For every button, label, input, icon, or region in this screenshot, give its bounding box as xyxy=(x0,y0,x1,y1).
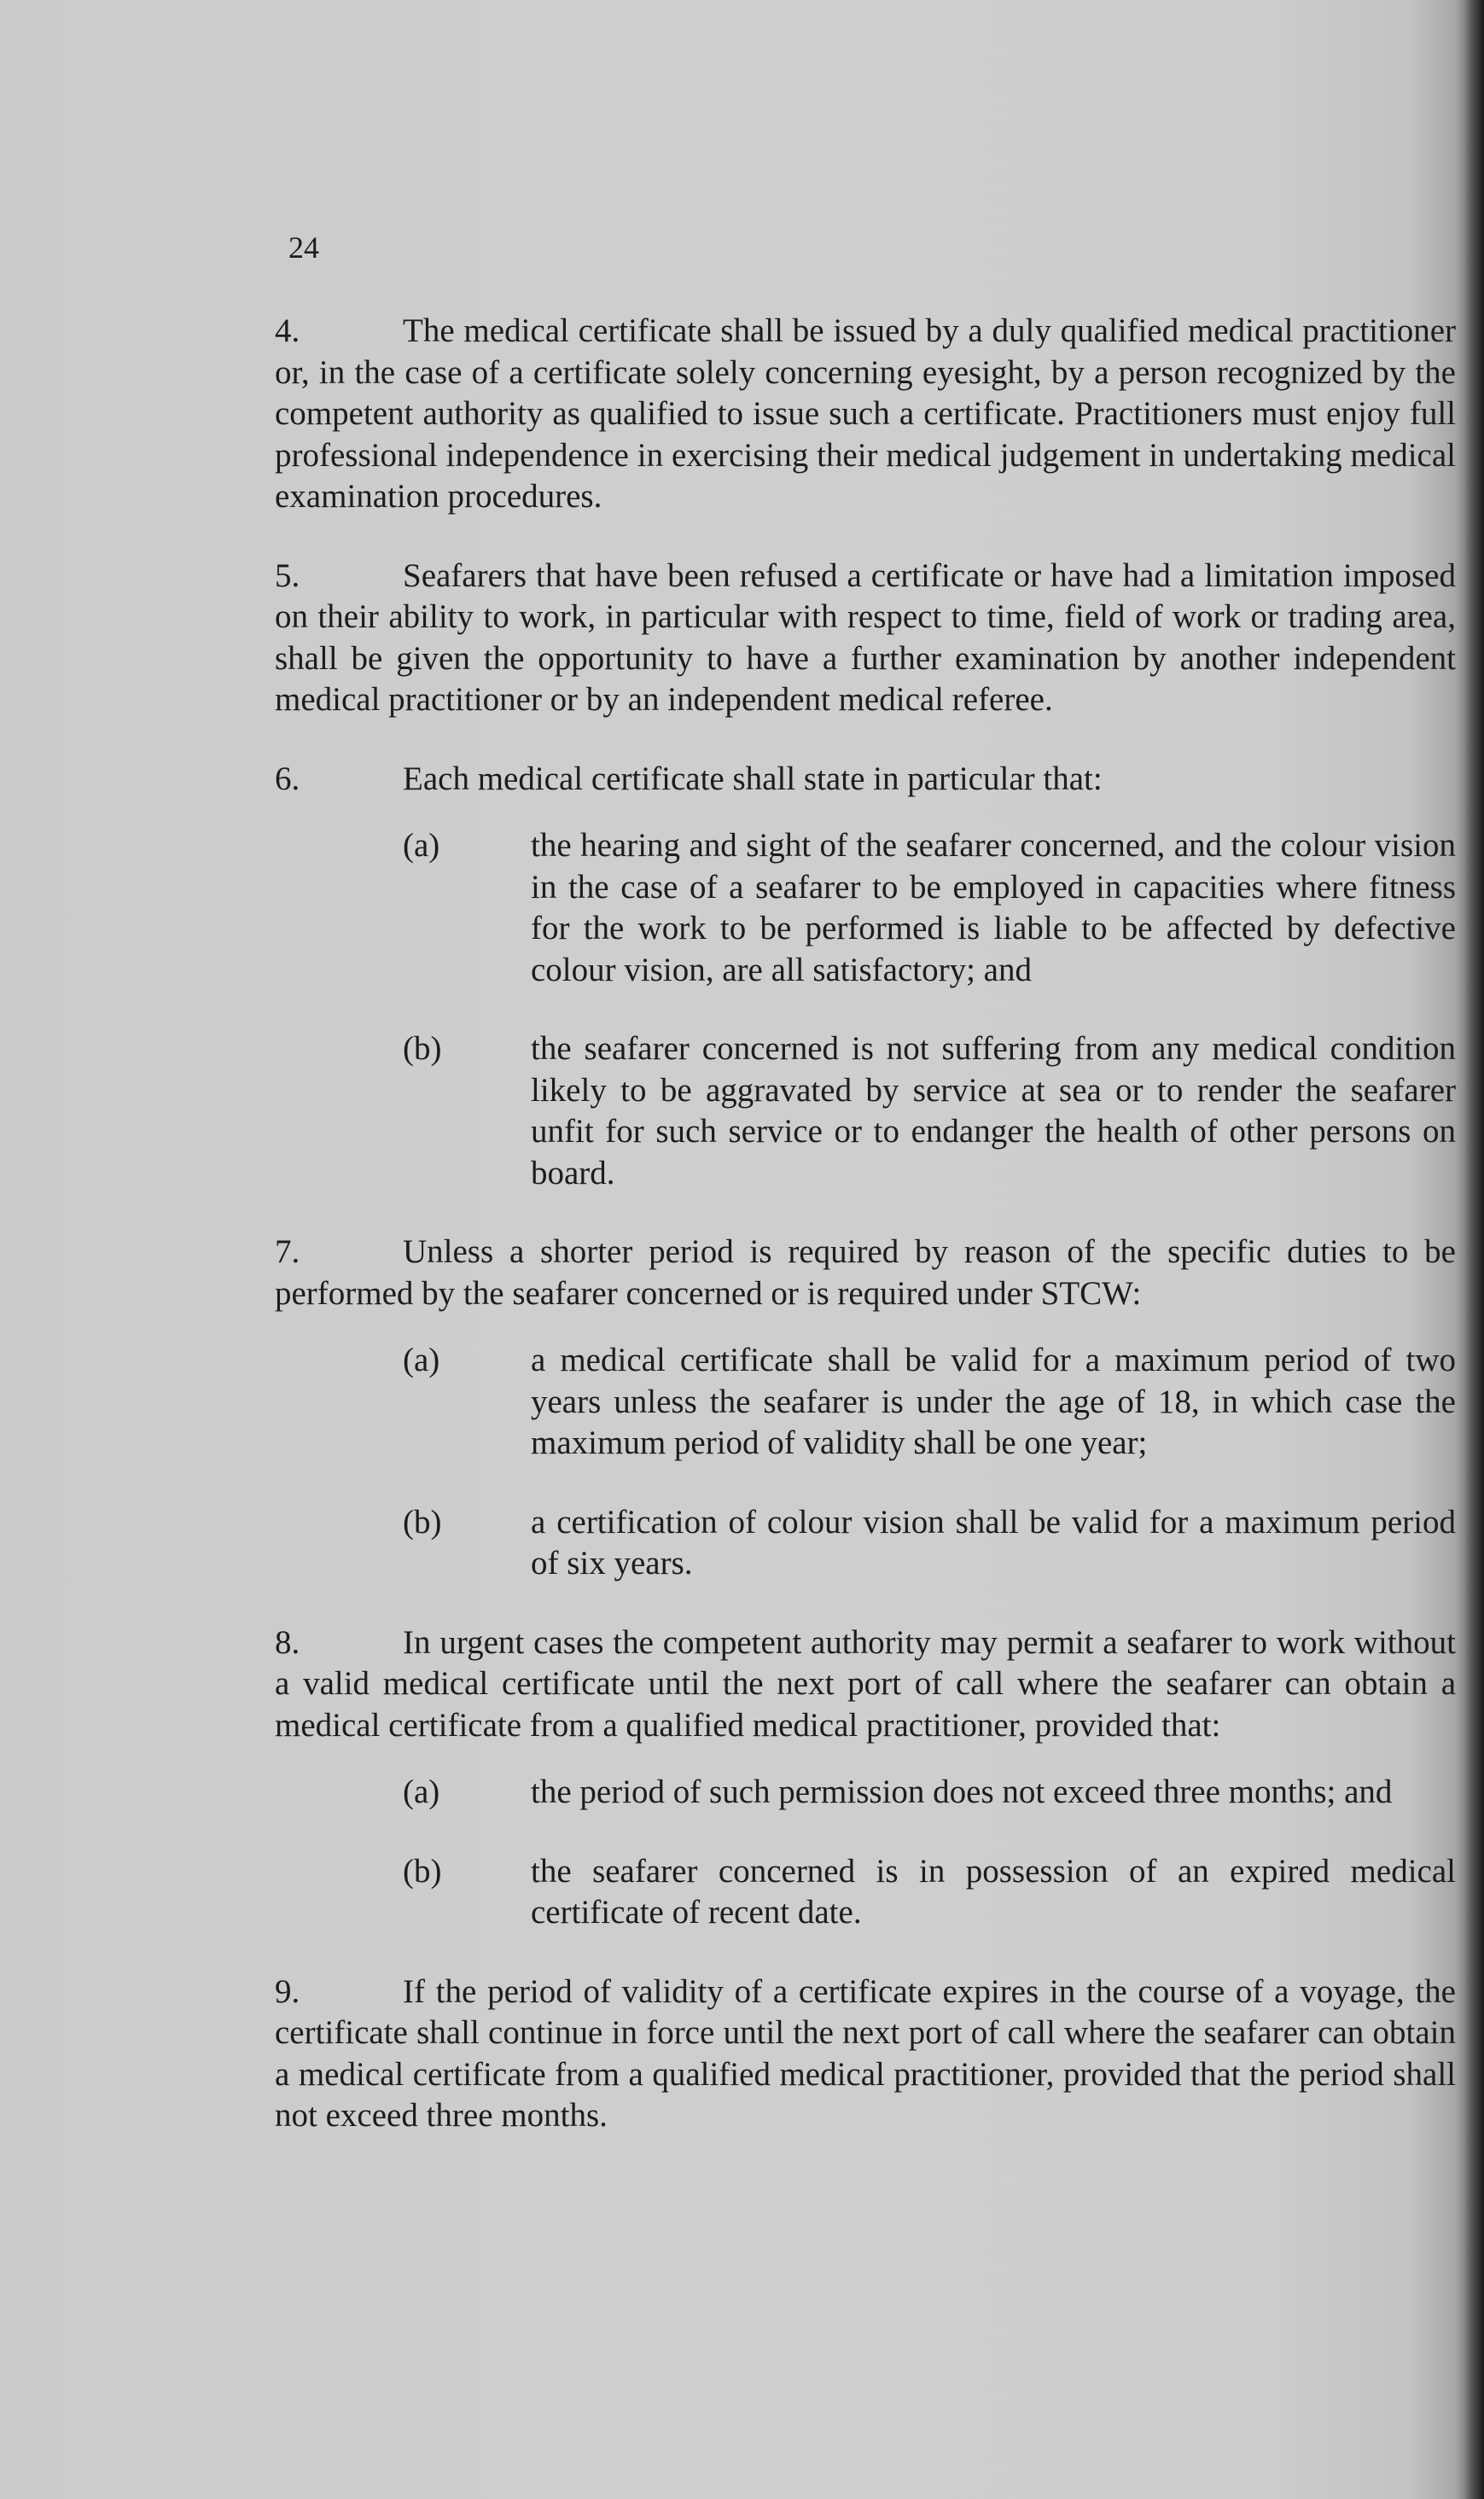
list-item-text: the period of such permission does not exceed three months; and xyxy=(531,1774,1393,1810)
list-item-6a xyxy=(275,825,1456,991)
paragraph-number: 9. xyxy=(275,1972,300,2010)
paragraph-number: 5. xyxy=(275,556,300,594)
list-item-8a xyxy=(275,1772,1456,1814)
page-binding-shadow xyxy=(1464,0,1484,2499)
list-item-label: (b) xyxy=(403,1852,442,1890)
list-item-text: the seafarer concerned is in possession of an expired medical certificate of recent date. xyxy=(531,1852,1456,1931)
paragraph-text: Unless a shorter period is required by reason of the specific duties to be performed by the seafarer concerned or is required under STCW: xyxy=(275,1233,1456,1312)
list-item-7b xyxy=(275,1502,1456,1585)
paragraph-5 xyxy=(275,556,1456,721)
list-item-text: the hearing and sight of the seafarer concerned, and the colour vision in the case of a seafarer to be employed in capacities where fitness for the work to be performed is liable to be affected by defective colour vision, are all satisfactory; and xyxy=(531,827,1456,988)
paragraph-number: 8. xyxy=(275,1623,300,1661)
list-item-label: (a) xyxy=(403,827,440,864)
paragraph-number: 7. xyxy=(275,1233,300,1270)
paragraph-9 xyxy=(275,1972,1456,2137)
list-item-label: (a) xyxy=(403,1342,440,1378)
list-item-6b xyxy=(275,1028,1456,1194)
list-item-8b xyxy=(275,1851,1456,1934)
paragraph-text: If the period of validity of a certificate expires in the course of a voyage, the certificate shall continue in force until the next port of call where the seafarer can obtain a medical certificate from a qualified medical practitioner, provided that the period shall not exceed three months. xyxy=(275,1972,1456,2134)
list-item-7a xyxy=(275,1340,1456,1465)
paragraph-text: In urgent cases the competent authority may permit a seafarer to work without a valid medical certificate until the next port of call where the seafarer can obtain a medical certificate from a qualified medical practitioner, provided that: xyxy=(275,1623,1456,1744)
list-item-label: (b) xyxy=(403,1503,442,1541)
list-item-label: (b) xyxy=(403,1030,442,1067)
list-item-text: a certification of colour vision shall be valid for a maximum period of six years. xyxy=(531,1503,1456,1582)
list-item-label: (a) xyxy=(403,1774,440,1810)
paragraph-8 xyxy=(275,1622,1456,1747)
paragraph-4 xyxy=(275,311,1456,518)
document-body xyxy=(275,311,1456,2175)
paragraph-text: Seafarers that have been refused a certificate or have had a limitation imposed on their ability to work, in particular with respect to time, field of work or trading area, shall be given the opportunity to have a further examination by another independent medical practitioner or by an independent medical referee. xyxy=(275,556,1456,718)
paragraph-text: Each medical certificate shall state in particular that: xyxy=(403,760,1103,797)
paragraph-number: 4. xyxy=(275,312,300,349)
paragraph-text: The medical certificate shall be issued by a duly qualified medical practitioner or, in the case of a certificate solely concerning eyesight, by a person recognized by the competent authority as qualified to issue such a certificate. Practitioners must enjoy full professional independence in exercising their medical judgement in undertaking medical examination procedures. xyxy=(275,312,1456,515)
list-item-text: a medical certificate shall be valid for a maximum period of two years unless the seafarer is under the age of 18, in which case the maximum period of validity shall be one year; xyxy=(531,1342,1456,1461)
page-number: 24 xyxy=(288,230,319,265)
paragraph-7 xyxy=(275,1232,1456,1314)
paragraph-6 xyxy=(275,759,1456,801)
paragraph-number: 6. xyxy=(275,760,300,797)
list-item-text: the seafarer concerned is not suffering from any medical condition likely to be aggravated by service at sea or to render the seafarer unfit for such service or to endanger the health of other persons on board. xyxy=(531,1030,1456,1191)
